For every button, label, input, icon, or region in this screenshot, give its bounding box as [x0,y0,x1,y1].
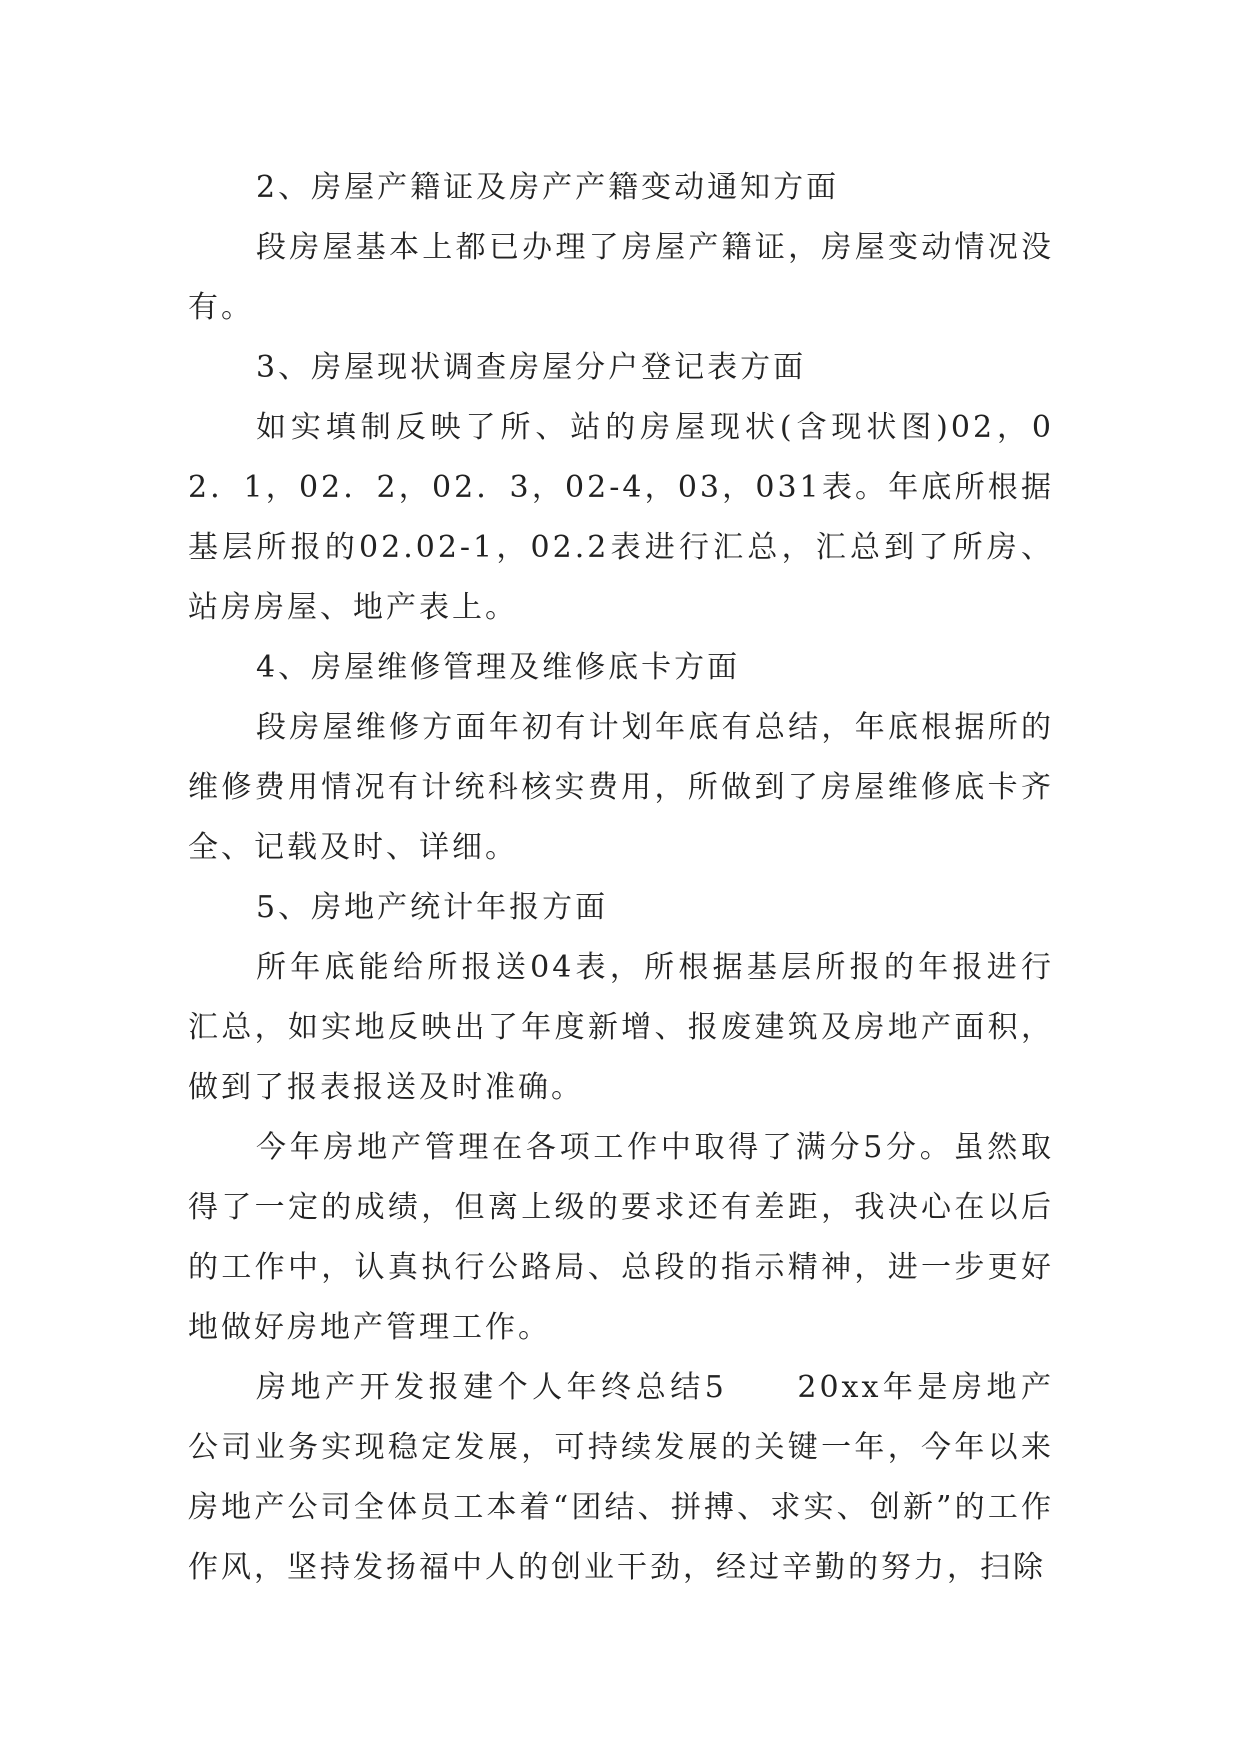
paragraph-heading-5: 5、房地产统计年报方面 [256,890,609,925]
paragraph-body: 所年底能给所报送04表，所根据基层所报的年报进行汇总，如实地反映出了年度新增、报废建筑及房地产面积，做到了报表报送及时准确。 [188,950,1054,1105]
paragraph-body: 今年房地产管理在各项工作中取得了满分5分。虽然取得了一定的成绩，但离上级的要求还有差距，我决心在以后的工作中，认真执行公路局、总段的指示精神，进一步更好地做好房地产管理工作。 [188,1130,1054,1345]
paragraph-heading-3: 3、房屋现状调查房屋分户登记表方面 [256,350,807,385]
paragraph-body: 段房屋维修方面年初有计划年底有总结，年底根据所的维修费用情况有计统科核实费用，所做到了房屋维修底卡齐全、记载及时、详细。 [188,710,1054,865]
paragraph-body: 如实填制反映了所、站的房屋现状(含现状图)02，02．1，02．2，02．3，02-4，03，031表。年底所根据基层所报的02.02-1，02.2表进行汇总，汇总到了所房、站房房屋、地产表上。 [188,410,1054,625]
paragraph-heading-2: 2、房屋产籍证及房产产籍变动通知方面 [256,170,840,205]
paragraph-heading-4: 4、房屋维修管理及维修底卡方面 [256,650,741,685]
paragraph-body: 房地产开发报建个人年终总结5 20xx年是房地产公司业务实现稳定发展，可持续发展的关键一年，今年以来房地产公司全体员工本着“团结、拼搏、求实、创新”的工作作风，坚持发扬福中人的创业干劲，经过辛勤的努力，扫除 [188,1370,1054,1585]
document-body [188,158,1054,1598]
paragraph-body: 段房屋基本上都已办理了房屋产籍证，房屋变动情况没有。 [188,230,1054,325]
